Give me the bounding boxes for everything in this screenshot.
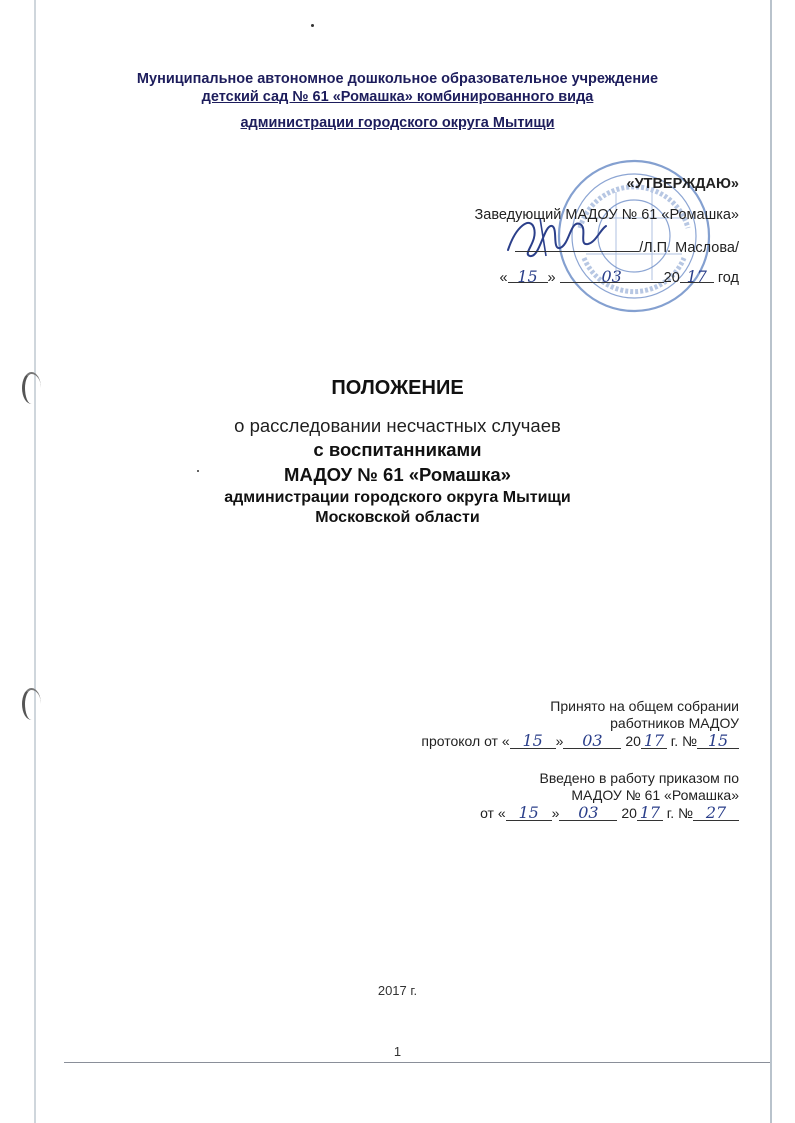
enacted-line-2: МАДОУ № 61 «Ромашка» bbox=[571, 787, 739, 803]
enacted-order-line bbox=[480, 804, 739, 821]
header-line-1: Муниципальное автономное дошкольное образовательное учреждение bbox=[136, 71, 659, 87]
scan-right-edge bbox=[770, 0, 772, 1123]
date-close-quote: » bbox=[547, 270, 556, 286]
scan-left-edge bbox=[34, 0, 36, 1123]
order-number-prefix: г. № bbox=[662, 805, 693, 821]
order-prefix: от « bbox=[480, 805, 506, 821]
document-region: Московской области bbox=[315, 509, 480, 526]
protocol-number-prefix: г. № bbox=[666, 733, 697, 749]
approval-day: 15 bbox=[508, 266, 548, 283]
approval-signer: /Л.П. Маслова/ bbox=[639, 240, 739, 256]
header-line-2: детский сад № 61 «Ромашка» комбинированного вида bbox=[201, 89, 594, 105]
document-subtitle-2: с воспитанниками bbox=[313, 439, 482, 460]
punch-hole-bottom bbox=[22, 688, 41, 720]
approval-date-line bbox=[475, 266, 739, 297]
document-subtitle-1: о расследовании несчастных случаев bbox=[234, 415, 561, 436]
protocol-close-quote: » bbox=[555, 733, 564, 749]
accepted-line-1: Принято на общем собрании bbox=[550, 698, 739, 714]
accepted-line-2: работников МАДОУ bbox=[610, 715, 739, 731]
approval-block bbox=[475, 173, 739, 297]
accepted-protocol-line bbox=[421, 732, 739, 749]
protocol-year: 17 bbox=[641, 732, 667, 749]
protocol-number: 15 bbox=[697, 732, 739, 749]
footer-year: 2017 г. bbox=[377, 983, 418, 998]
order-year: 17 bbox=[637, 804, 663, 821]
order-close-quote: » bbox=[551, 805, 560, 821]
organization-header bbox=[0, 70, 795, 132]
protocol-century: 20 bbox=[625, 733, 641, 749]
approval-century: 20 bbox=[663, 270, 680, 286]
approval-signer-line bbox=[475, 235, 739, 266]
document-title: ПОЛОЖЕНИЕ bbox=[331, 377, 464, 399]
order-day: 15 bbox=[506, 804, 552, 821]
protocol-prefix: протокол от « bbox=[421, 733, 510, 749]
document-title-block bbox=[0, 377, 795, 529]
footer-rule bbox=[64, 1062, 770, 1063]
order-month: 03 bbox=[559, 804, 617, 821]
order-century: 20 bbox=[621, 805, 637, 821]
approval-title: «УТВЕРЖДАЮ» bbox=[626, 176, 739, 192]
scan-speck bbox=[311, 24, 314, 27]
order-number: 27 bbox=[693, 804, 739, 821]
header-line-3: администрации городского округа Мытищи bbox=[240, 115, 555, 131]
enacted-line-1: Введено в работу приказом по bbox=[539, 770, 739, 786]
accepted-block bbox=[421, 698, 739, 749]
protocol-day: 15 bbox=[510, 732, 556, 749]
date-open-quote: « bbox=[499, 270, 508, 286]
protocol-month: 03 bbox=[563, 732, 621, 749]
approval-position: Заведующий МАДОУ № 61 «Ромашка» bbox=[474, 207, 739, 223]
page-number: 1 bbox=[393, 1044, 402, 1059]
approval-year-suffix: год bbox=[717, 270, 739, 286]
signature-blank bbox=[515, 235, 639, 252]
approval-month: 03 bbox=[560, 266, 664, 283]
document-admin: администрации городского округа Мытищи bbox=[224, 489, 571, 506]
document-org: МАДОУ № 61 «Ромашка» bbox=[284, 464, 511, 485]
enacted-block bbox=[480, 770, 739, 821]
approval-year: 17 bbox=[680, 266, 714, 283]
